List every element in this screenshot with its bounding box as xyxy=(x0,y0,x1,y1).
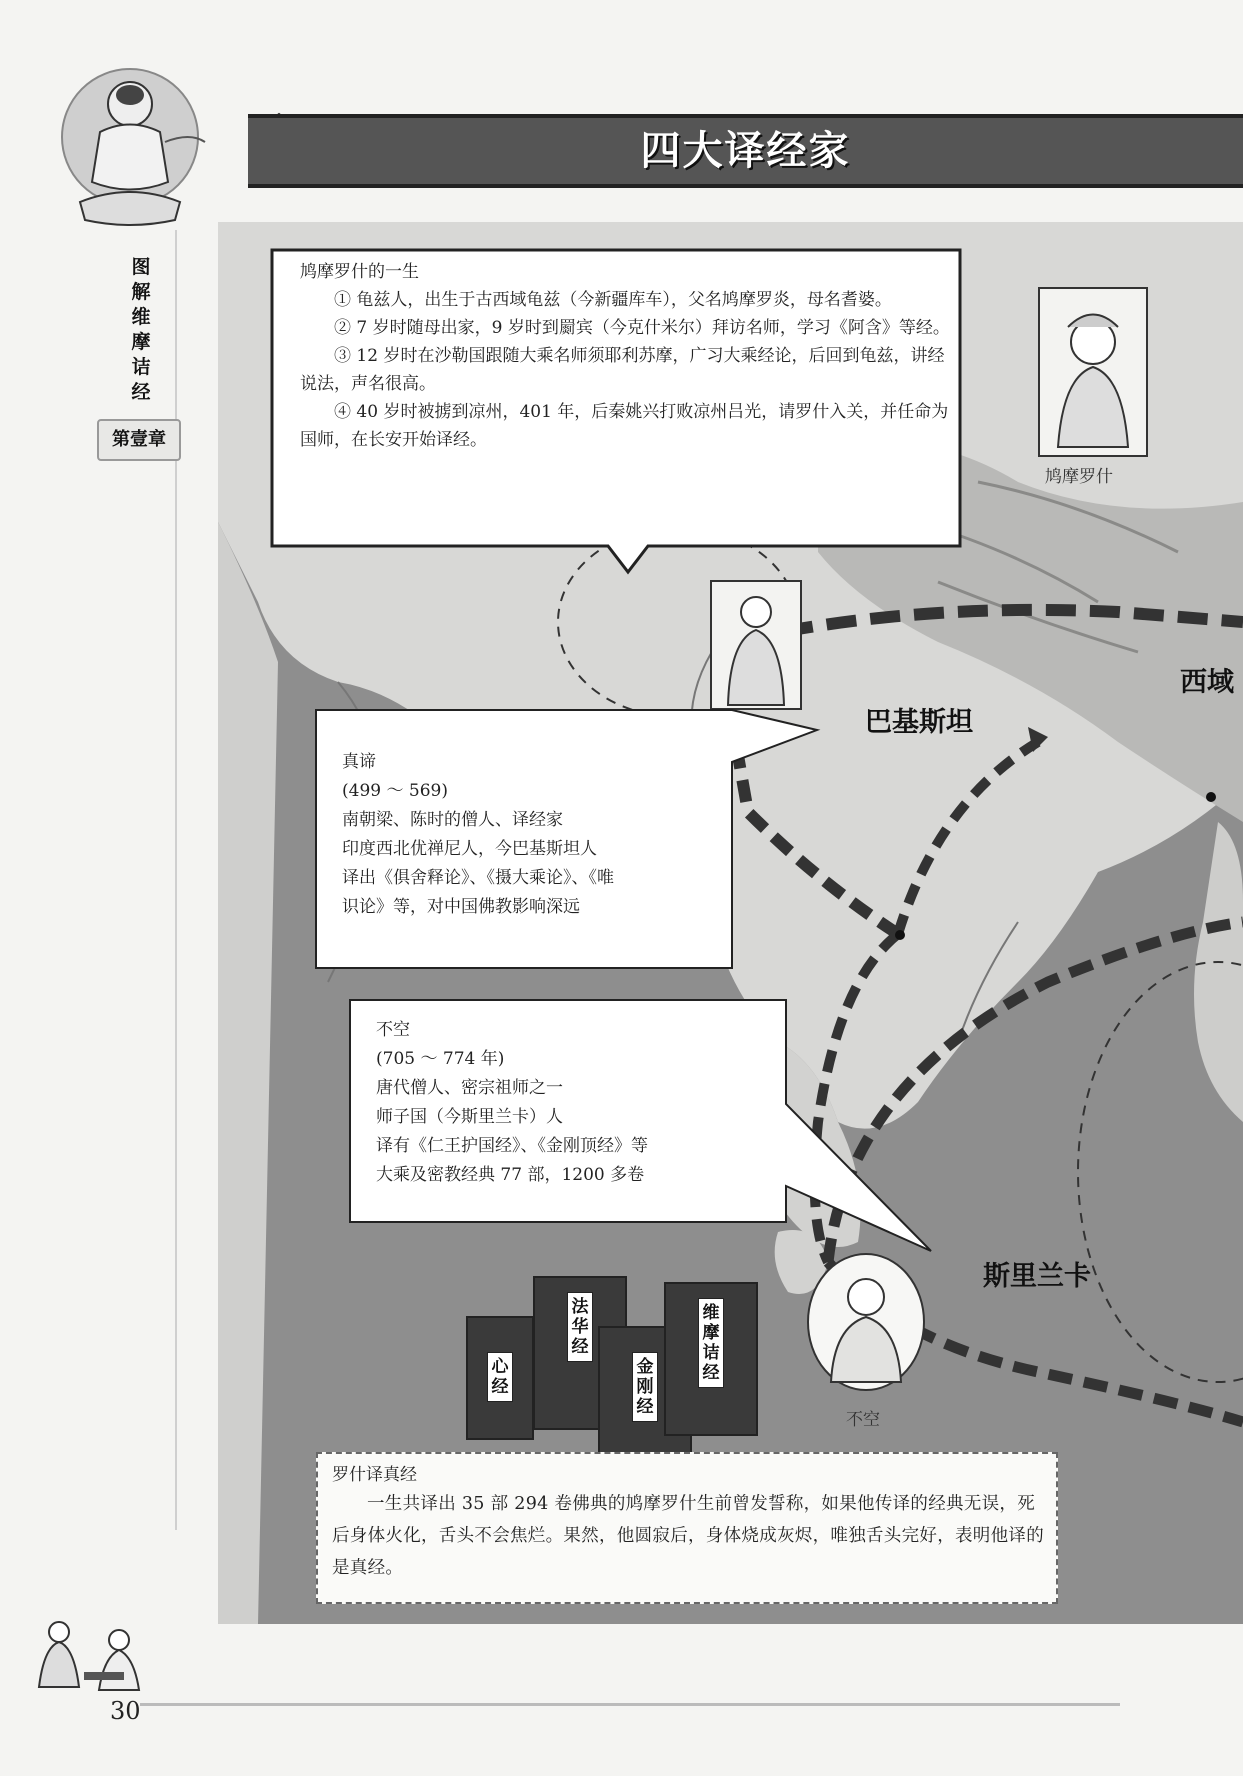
kumarajiva-item-3: ③ 12 岁时在沙勒国跟随大乘名师须耶利苏摩，广习大乘经论，后回到龟兹，讲经说法，声名很高。 xyxy=(300,346,945,394)
kumarajiva-item-1: ① 龟兹人，出生于古西域龟兹（今新疆库车），父名鸠摩罗炎，母名耆婆。 xyxy=(334,290,892,310)
paramartha-line-3: 印度西北优禅尼人，今巴基斯坦人 xyxy=(342,839,597,859)
kumarajiva-item-4: ④ 40 岁时被掳到凉州，401 年，后秦姚兴打败凉州吕光，请罗什入关，并任命为国师，在长安开始译经。 xyxy=(300,402,949,450)
kumarajiva-portrait xyxy=(1038,287,1148,457)
amoghavajra-portrait xyxy=(806,1252,926,1392)
paramartha-line-5: 识论》等，对中国佛教影响深远 xyxy=(342,897,580,917)
page-number: 30 xyxy=(110,1697,141,1725)
amoghavajra-line-4: 译有《仁王护国经》、《金刚顶经》等 xyxy=(376,1136,648,1156)
page-title: 四大译经家 xyxy=(640,128,851,174)
amoghavajra-callout xyxy=(376,1016,776,1190)
amoghavajra-line-3: 师子国（今斯里兰卡）人 xyxy=(376,1107,563,1127)
chapter-badge: 第壹章 xyxy=(97,419,181,461)
kumarajiva-caption: 鸠摩罗什 xyxy=(1045,467,1113,487)
amoghavajra-line-5: 大乘及密教经典 77 部，1200 多卷 xyxy=(376,1165,645,1185)
amoghavajra-line-2: 唐代僧人、密宗祖师之一 xyxy=(376,1078,563,1098)
map-label-pakistan: 巴基斯坦 xyxy=(865,707,973,738)
paramartha-line-4: 译出《俱舍释论》、《摄大乘论》、《唯 xyxy=(342,868,614,888)
book-title: 图解维摩诘经 xyxy=(131,256,151,403)
kumarajiva-callout-title: 鸠摩罗什的一生 xyxy=(300,262,419,282)
map-label-western-regions: 西域 xyxy=(1180,667,1234,698)
paramartha-line-2: 南朝梁、陈时的僧人、译经家 xyxy=(342,810,563,830)
scholars-illustration xyxy=(14,1612,164,1696)
book-label: 心经 xyxy=(487,1352,513,1402)
amoghavajra-dates: (705 ～ 774 年) xyxy=(376,1049,505,1069)
paramartha-callout xyxy=(342,748,722,922)
amoghavajra-callout-title: 不空 xyxy=(376,1020,410,1040)
paramartha-portrait xyxy=(710,580,802,710)
kumarajiva-item-2: ② 7 岁时随母出家，9 岁时到罽宾（今克什米尔）拜访名师，学习《阿含》等经。 xyxy=(334,318,950,338)
note-box xyxy=(316,1452,1058,1604)
book-label: 金刚经 xyxy=(632,1352,658,1422)
book-heart-sutra xyxy=(466,1316,534,1440)
buddha-illustration xyxy=(60,62,210,232)
footer-rule xyxy=(140,1703,1120,1706)
book-vimalakirti-sutra xyxy=(664,1282,758,1436)
book-label: 法华经 xyxy=(567,1292,593,1362)
paramartha-dates: (499 ～ 569) xyxy=(342,781,448,801)
amoghavajra-caption: 不空 xyxy=(846,1410,880,1430)
paramartha-callout-title: 真谛 xyxy=(342,752,376,772)
note-title: 罗什译真经 xyxy=(332,1465,417,1485)
kumarajiva-callout xyxy=(300,258,950,454)
map-label-sri-lanka: 斯里兰卡 xyxy=(983,1261,1091,1292)
book-label: 维摩诘经 xyxy=(698,1298,724,1388)
note-body: 一生共译出 35 部 294 卷佛典的鸠摩罗什生前曾发誓称，如果他传译的经典无误，死后身体火化，舌头不会焦烂。果然，他圆寂后，身体烧成灰烬，唯独舌头完好，表明他译的是真经。 xyxy=(332,1494,1044,1578)
